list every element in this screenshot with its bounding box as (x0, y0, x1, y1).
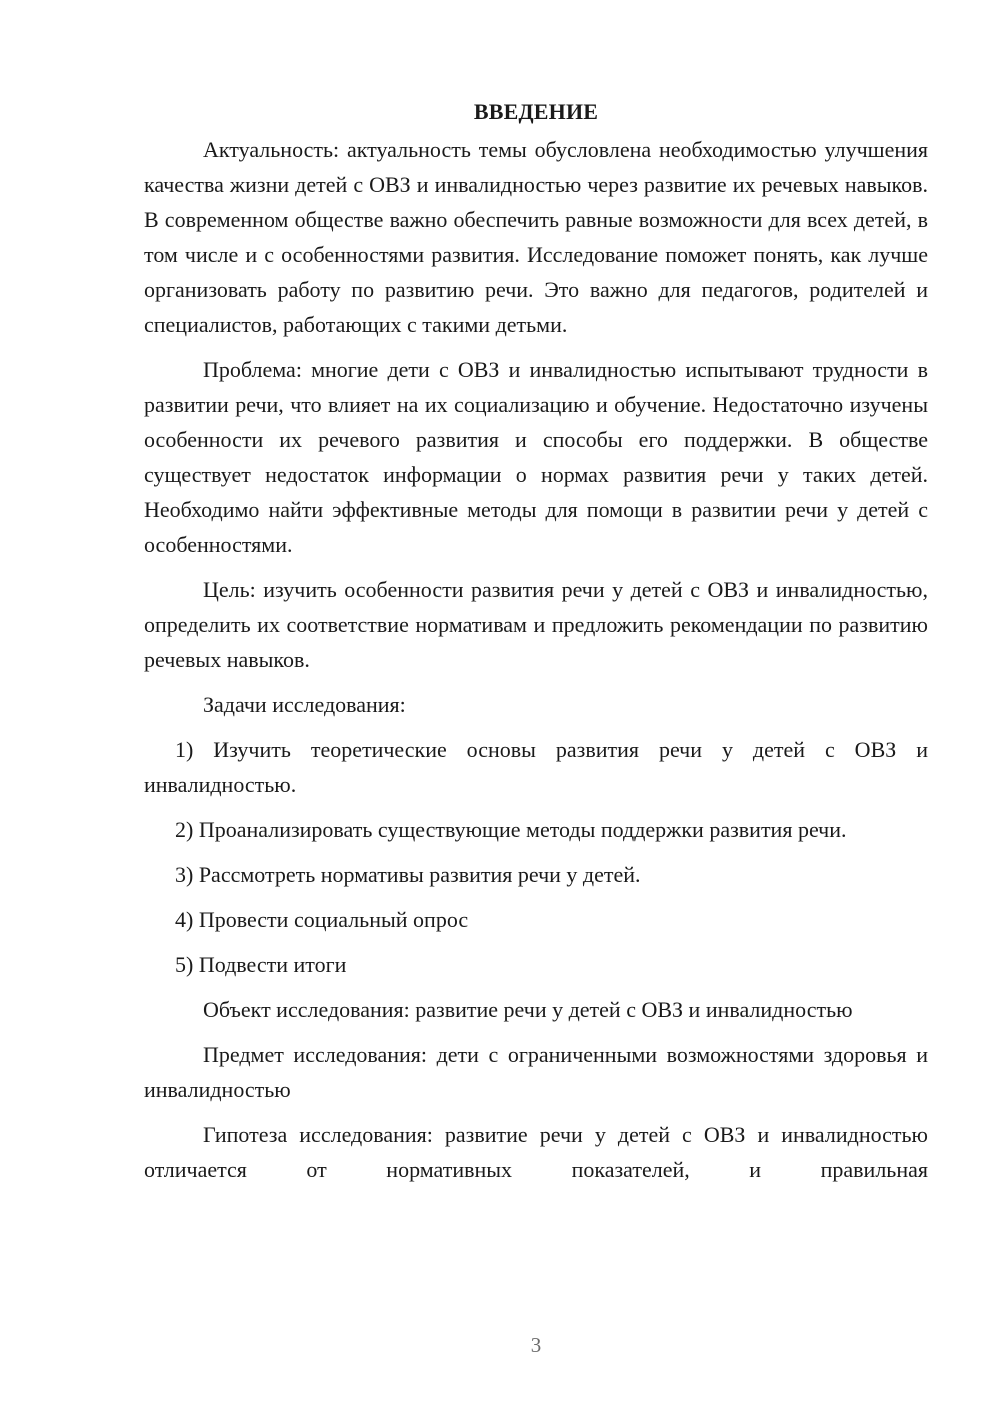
goal-paragraph: Цель: изучить особенности развития речи у детей с ОВЗ и инвалидностью, определить их соответствие нормативам и предложить рекомендации по развитию речевых навыков. (144, 577, 928, 672)
page-content (144, 94, 928, 1187)
section-title: ВВЕДЕНИЕ (473, 99, 599, 124)
subject-paragraph: Предмет исследования: дети с ограниченными возможностями здоровья и инвалидностью (144, 1042, 928, 1102)
task-item-3: 3) Рассмотреть нормативы развития речи у детей. (175, 862, 641, 887)
task-item-5: 5) Подвести итоги (175, 952, 347, 977)
task-item-4: 4) Провести социальный опрос (175, 907, 469, 932)
tasks-heading: Задачи исследования: (203, 692, 406, 717)
page-number: 3 (530, 1333, 542, 1357)
problem-paragraph: Проблема: многие дети с ОВЗ и инвалидностью испытывают трудности в развитии речи, что влияет на их социализацию и обучение. Недостаточно изучены особенности их речевого развития и способы его поддержки. В обществе существует недостаток информации о нормах развития речи у таких детей. Необходимо найти эффективные методы для помощи в развитии речи у детей с особенностями. (144, 357, 928, 557)
hypothesis-paragraph: Гипотеза исследования: развитие речи у детей с ОВЗ и инвалидностью отличается от нормативных показателей, и правильная (144, 1122, 928, 1182)
object-paragraph: Объект исследования: развитие речи у детей с ОВЗ и инвалидностью (203, 997, 853, 1022)
task-item-2: 2) Проанализировать существующие методы поддержки развития речи. (175, 817, 847, 842)
task-item-1: 1) Изучить теоретические основы развития речи у детей с ОВЗ и инвалидностью. (144, 737, 928, 797)
relevance-paragraph: Актуальность: актуальность темы обусловлена необходимостью улучшения качества жизни детей с ОВЗ и инвалидностью через развитие их речевых навыков. В современном обществе важно обеспечить равные возможности для всех детей, в том числе и с особенностями развития. Исследование поможет понять, как лучше организовать работу по развитию речи. Это важно для педагогов, родителей и специалистов, работающих с такими детьми. (144, 137, 928, 337)
